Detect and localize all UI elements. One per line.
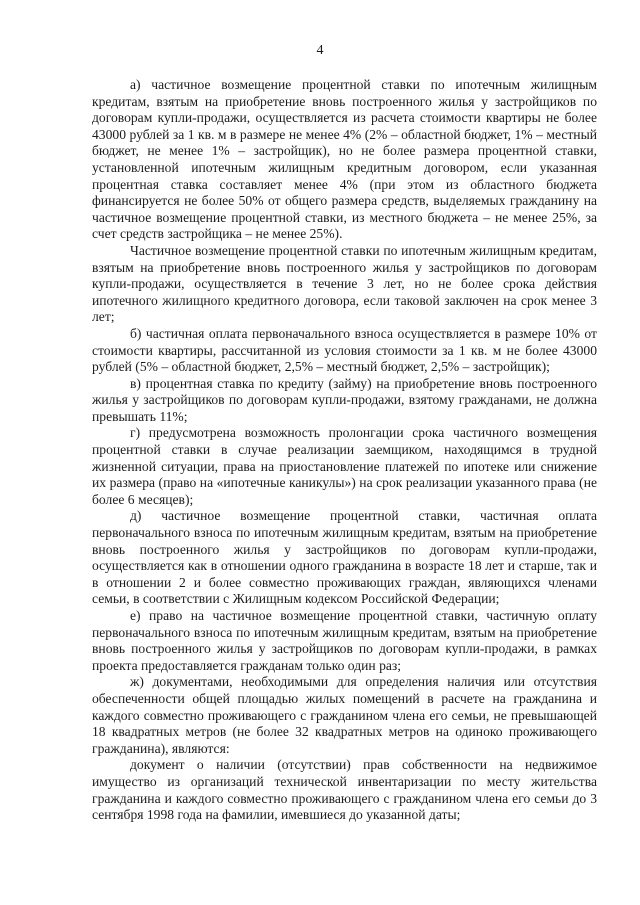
paragraph-g-prolongation: г) предусмотрена возможность пролонгации срока частичного возмещения процентной ставки в случае реализации заемщиком, находящимся в трудной жизненной ситуации, права на приостановление платежей по ипотеке или снижение их размера (право на «ипотечные каникулы») на срок реализации указанного права (не более 6 месяцев); — [92, 425, 597, 507]
paragraph-zh-required-documents: ж) документами, необходимыми для определения наличия или отсутствия обеспеченности общей площадью жилых помещений в расчете на гражданина и каждого совместно проживающего с гражданином члена его семьи, не превышающей 18 квадратных метров (не более 32 квадратных метров на одиноко проживающего гражданина), являются: — [92, 674, 597, 756]
page-number: 4 — [316, 43, 324, 58]
paragraph-compensation-term: Частичное возмещение процентной ставки по ипотечным жилищным кредитам, взятым на приобретение вновь построенного жилья у застройщиков по договорам купли-продажи, осуществляется в течение 3 лет, но не более срока действия ипотечного жилищного кредитного договора, если таковой заключен на срок менее 3 лет; — [92, 242, 597, 325]
paragraph-b-down-payment: б) частичная оплата первоначального взноса осуществляется в размере 10% от стоимости квартиры, рассчитанной из условия стоимости за 1 кв. м не более 43000 рублей (5% – областной бюджет, 2,5% – местный бюджет, 2,5% – застройщик); — [92, 325, 597, 375]
paragraph-v-interest-rate-limit: в) процентная ставка по кредиту (займу) на приобретение вновь построенного жилья у застройщиков по договорам купли-продажи, взятому гражданами, не должна превышать 11%; — [92, 375, 597, 424]
paragraph-a-interest-compensation: а) частичное возмещение процентной ставки по ипотечным жилищным кредитам, взятым на приобретение вновь построенного жилья у застройщиков по договорам купли-продажи, осуществляется из расчета стоимости квартиры не более 43000 рублей за 1 кв. м в размере не менее 4% (2% – областной бюджет, 1% – местный бюджет, не менее 1% – застройщик), но не более размера процентной ставки, установленной ипотечным жилищным кредитным договором, если указанная процентная ставка составляет менее 4% (при этом из областного бюджета финансируется не более 50% от общего размера средств, выделяемых гражданину на частичное возмещение процентной ставки, из местного бюджета – не менее 25%, за счет средств застройщика – не менее 25%). — [92, 77, 597, 242]
paragraph-d-eligible-citizens: д) частичное возмещение процентной ставки, частичная оплата первоначального взноса по ипотечным жилищным кредитам, взятым на приобретение вновь построенного жилья у застройщиков по договорам купли-продажи, осуществляется как в отношении одного гражданина в возрасте 18 лет и старше, так и в отношении 2 и более совместно проживающих граждан, являющихся членами семьи, в соответствии с Жилищным кодексом Российской Федерации; — [92, 508, 597, 607]
paragraph-e-one-time-right: е) право на частичное возмещение процентной ставки, частичную оплату первоначального взноса по ипотечным жилищным кредитам, взятым на приобретение вновь построенного жилья у застройщиков по договорам купли-продажи, в рамках проекта предоставляется гражданам только один раз; — [92, 608, 597, 673]
document-body — [92, 77, 597, 824]
paragraph-ownership-document: документ о наличии (отсутствии) прав собственности на недвижимое имущество из организаций технической инвентаризации по месту жительства гражданина и каждого совместно проживающего с гражданином члена его семьи до 3 сентября 1998 года на фамилии, имевшиеся до указанной даты; — [92, 757, 597, 823]
